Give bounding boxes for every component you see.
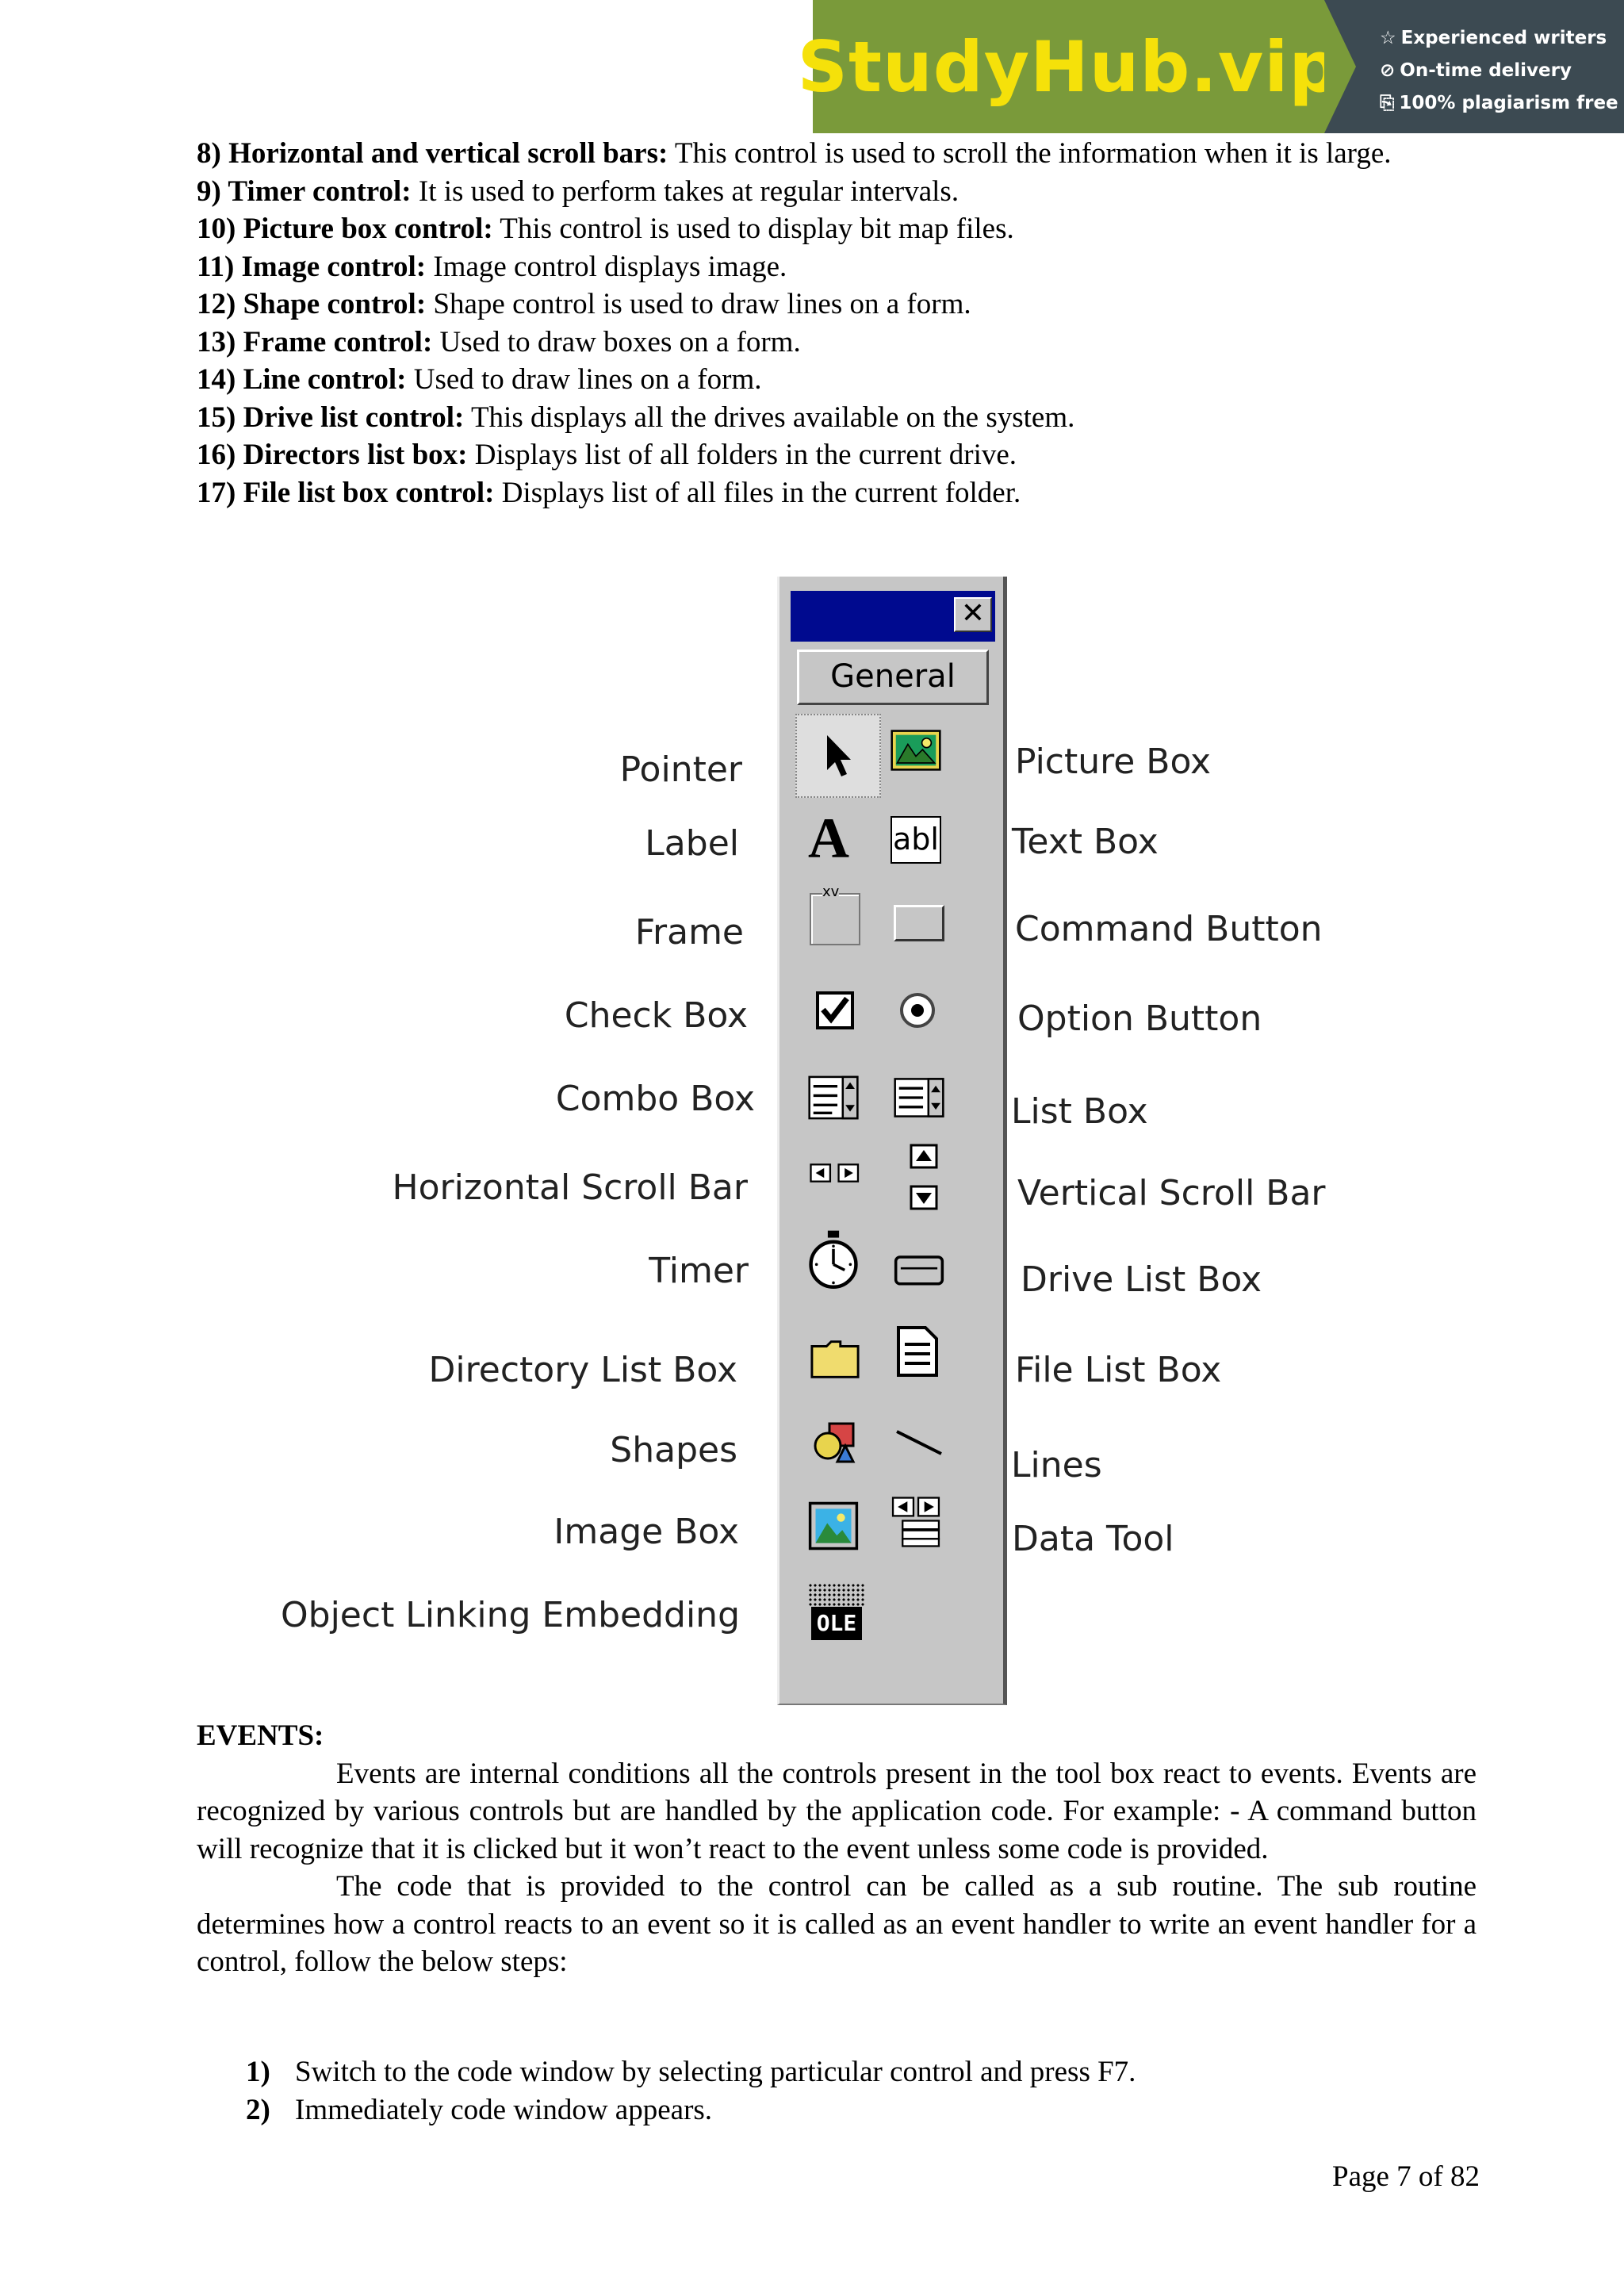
label-vertical-scroll-bar: Vertical Scroll Bar: [1017, 1173, 1326, 1213]
label-timer: Timer: [649, 1251, 749, 1291]
events-section: [197, 1717, 1477, 1981]
file-list-box-icon[interactable]: [892, 1326, 943, 1377]
label-option-button: Option Button: [1017, 999, 1262, 1039]
label-picture-box: Picture Box: [1015, 742, 1212, 782]
studyhub-logo[interactable]: [797, 0, 1340, 133]
frame-icon[interactable]: xv: [810, 894, 860, 945]
label-image-box: Image Box: [553, 1512, 739, 1552]
label-list-box: List Box: [1011, 1091, 1148, 1132]
drive-list-box-icon[interactable]: [894, 1244, 944, 1295]
combo-box-icon[interactable]: [808, 1072, 859, 1123]
controls-list: [197, 135, 1481, 512]
feature-item: ☆ Experienced writers: [1380, 22, 1624, 55]
label-pointer: Pointer: [619, 749, 742, 790]
close-icon[interactable]: ✕: [954, 597, 992, 632]
label-command-button: Command Button: [1015, 909, 1323, 949]
feature-item: ⊘ On-time delivery: [1380, 55, 1624, 87]
label-combo-box: Combo Box: [555, 1079, 755, 1119]
label-icon[interactable]: A: [808, 806, 849, 870]
banner-features: [1324, 0, 1624, 133]
label-lines: Lines: [1011, 1445, 1102, 1485]
image-icon[interactable]: [808, 1501, 859, 1551]
studyhub-banner[interactable]: [797, 0, 1624, 133]
shapes-icon[interactable]: [810, 1417, 860, 1468]
horizontal-scroll-bar-icon[interactable]: [810, 1148, 860, 1198]
list-box-icon[interactable]: [894, 1072, 944, 1123]
list-item: 11) Image control: Image control displays image.: [197, 250, 787, 283]
pointer-icon[interactable]: [795, 714, 881, 798]
list-item: 16) Directors list box: Displays list of all folders in the current drive.: [197, 439, 1017, 471]
list-item: 1) Switch to the code window by selecting particular control and press F7.: [246, 2056, 1136, 2088]
folder-icon[interactable]: [810, 1334, 860, 1385]
logo-text: StudyHub.vip: [797, 25, 1340, 108]
feature-item: ⎘ 100% plagiarism free: [1380, 87, 1624, 120]
data-tool-icon[interactable]: [891, 1497, 941, 1547]
list-item: 10) Picture box control: This control is used to display bit map files.: [197, 213, 1014, 245]
document-icon: ⎘: [1380, 93, 1395, 113]
label-frame: Frame: [634, 912, 744, 953]
list-item: 15) Drive list control: This displays all the drives available on the system.: [197, 401, 1075, 434]
list-item: 9) Timer control: It is used to perform takes at regular intervals.: [197, 174, 959, 208]
list-item: 13) Frame control: Used to draw boxes on a form.: [197, 325, 801, 358]
events-paragraph: The code that is provided to the control can be called as a sub routine. The sub routine determines how a control reacts to an event so it is called as an event handler to write an event handler for a control, follow the below steps:: [197, 1870, 1477, 1978]
ole-icon[interactable]: OLE: [808, 1588, 859, 1639]
vertical-scroll-bar-icon[interactable]: [898, 1152, 949, 1203]
label-horizontal-scroll-bar: Horizontal Scroll Bar: [392, 1167, 748, 1208]
list-item: 8) Horizontal and vertical scroll bars: This control is used to scroll the information when it is large.: [197, 137, 1392, 170]
label-text-box: Text Box: [1012, 822, 1159, 862]
page-number: Page 7 of 82: [1332, 2160, 1480, 2193]
label-file-list-box: File List Box: [1015, 1350, 1222, 1390]
label-directory-list-box: Directory List Box: [428, 1350, 737, 1390]
textbox-icon[interactable]: abl: [891, 815, 941, 865]
label-check-box: Check Box: [564, 995, 748, 1036]
picture-box-icon[interactable]: [891, 725, 941, 776]
label-data-tool: Data Tool: [1012, 1519, 1174, 1559]
steps-list: [246, 2053, 1136, 2129]
label-label: Label: [645, 823, 739, 864]
label-drive-list-box: Drive List Box: [1021, 1259, 1262, 1300]
star-icon: ☆: [1380, 28, 1396, 48]
command-button-icon[interactable]: [894, 898, 944, 949]
list-item: 14) Line control: Used to draw lines on a form.: [197, 363, 762, 396]
toolbox-window[interactable]: [777, 577, 1007, 1705]
events-heading: EVENTS:: [197, 1719, 324, 1752]
label-shapes: Shapes: [610, 1430, 737, 1470]
toolbox-title-bar[interactable]: [791, 591, 995, 642]
timer-icon[interactable]: [808, 1235, 859, 1286]
tab-general[interactable]: General: [797, 650, 989, 705]
option-button-icon[interactable]: [892, 985, 943, 1036]
checkbox-icon[interactable]: [810, 985, 860, 1036]
line-icon[interactable]: [894, 1417, 944, 1468]
label-ole: Object Linking Embedding: [281, 1595, 740, 1635]
list-item: 17) File list box control: Displays list of all files in the current folder.: [197, 476, 1021, 509]
clock-icon: ⊘: [1380, 60, 1396, 81]
list-item: 2) Immediately code window appears.: [246, 2093, 713, 2126]
list-item: 12) Shape control: Shape control is used to draw lines on a form.: [197, 288, 971, 320]
events-paragraph: Events are internal conditions all the controls present in the tool box react to events. Events are recognized by various controls but are handled by the application code. For example: - A command button will recognize that it is clicked but it won’t react to the event unless some code is provided.: [197, 1757, 1477, 1865]
